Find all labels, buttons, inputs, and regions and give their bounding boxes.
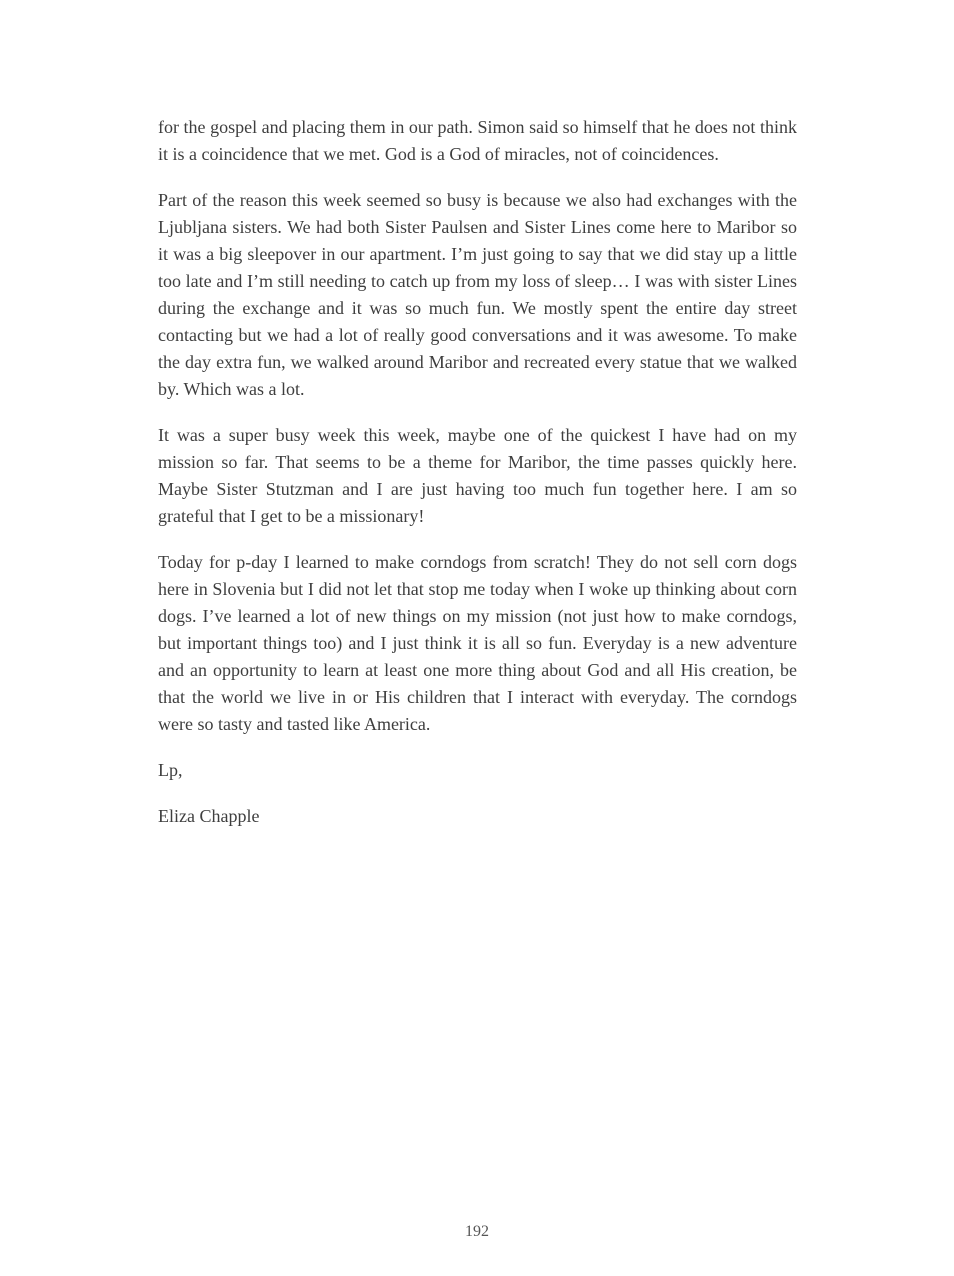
paragraph-2: Part of the reason this week seemed so busy is because we also had exchanges with the Ljubljana sisters. We had both Sister Paulsen and Sister Lines come here to Maribor so it was a big sleepover in our apartment. I’m just going to say that we did stay up a little too late and I’m still needing to catch up from my loss of sleep… I was with sister Lines during the exchange and it was so much fun. We mostly spent the entire day street contacting but we had a lot of really good conversations and it was awesome. To make the day extra fun, we walked around Maribor and recreated every statue that we walked by. Which was a lot. xyxy=(158,190,797,399)
page-number: 192 xyxy=(465,1223,489,1240)
letter-body xyxy=(158,114,797,849)
paragraph-1: for the gospel and placing them in our path. Simon said so himself that he does not think it is a coincidence that we met. God is a God of miracles, not of coincidences. xyxy=(158,117,797,164)
signature-name: Eliza Chapple xyxy=(158,806,260,826)
closing-line: Lp, xyxy=(158,760,183,780)
paragraph-3: It was a super busy week this week, maybe one of the quickest I have had on my mission so far. That seems to be a theme for Maribor, the time passes quickly here. Maybe Sister Stutzman and I are just having too much fun together here. I am so grateful that I get to be a missionary! xyxy=(158,425,797,526)
paragraph-4: Today for p-day I learned to make corndogs from scratch! They do not sell corn dogs here in Slovenia but I did not let that stop me today when I woke up thinking about corn dogs. I’ve learned a lot of new things on my mission (not just how to make corndogs, but important things too) and I just think it is all so fun. Everyday is a new adventure and an opportunity to learn at least one more thing about God and all His creation, be that the world we live in or His children that I interact with everyday. The corndogs were so tasty and tasted like America. xyxy=(158,552,797,734)
